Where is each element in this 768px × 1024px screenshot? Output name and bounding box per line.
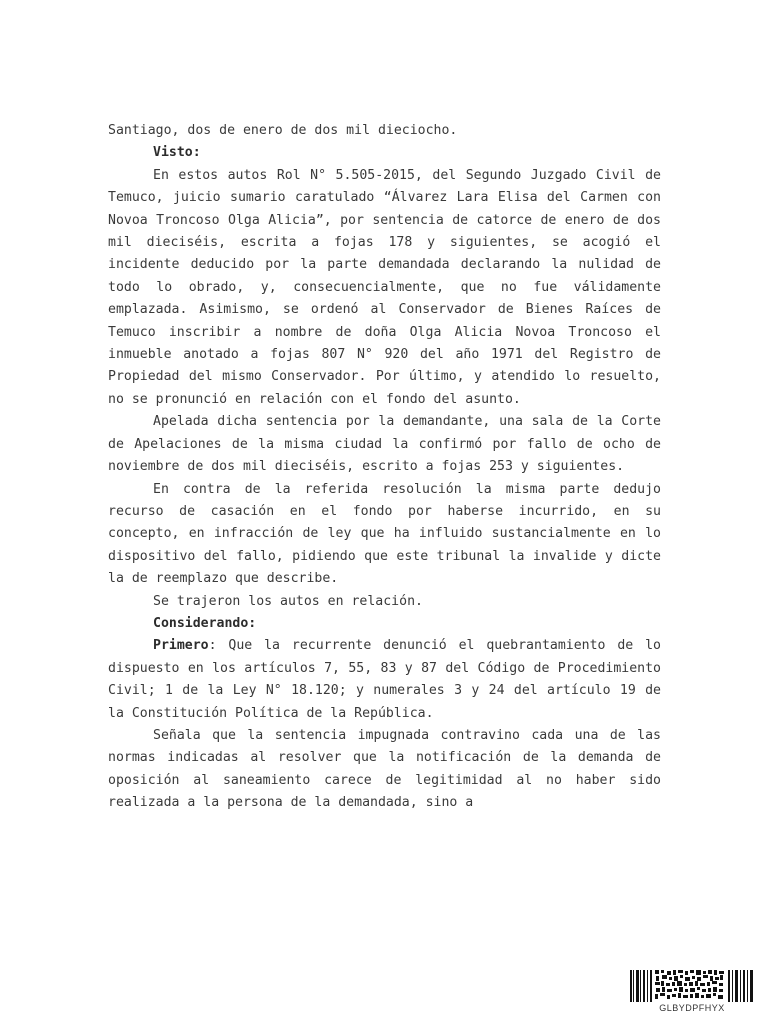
primero-label: Primero: [153, 638, 209, 654]
visto-heading: Visto:: [153, 145, 201, 161]
paragraph-1: En estos autos Rol N° 5.505-2015, del Segundo Juzgado Civil de Temuco, juicio sumario caratulado “Álvarez Lara Elisa del Carmen con Novoa Troncoso Olga Alicia”, por sentencia de catorce de enero de dos mil dieciséis, escrita a fojas 178 y siguientes, se acogió el incidente deducido por la parte demandada declarando la nulidad de todo lo obrado, y, consecuencialmente, que no fue válidamente emplazada. Asimismo, se ordenó al Conservador de Bienes Raíces de Temuco inscribir a nombre de doña Olga Alicia Novoa Troncoso el inmueble anotado a fojas 807 N° 920 del año 1971 del Registro de Propiedad del mismo Conservador. Por último, y atendido lo resuelto, no se pronunció en relación con el fondo del asunto.: [108, 167, 661, 407]
stamp-code: GLBYDPFHYX: [659, 1003, 725, 1013]
considerando-heading: Considerando:: [153, 615, 257, 631]
paragraph-2: Apelada dicha sentencia por la demandante, una sala de la Corte de Apelaciones de la misma ciudad la confirmó por fallo de ocho de noviembre de dos mil dieciséis, escrito a fojas 253 y siguientes.: [108, 414, 661, 475]
paragraph-3: En contra de la referida resolución la misma parte dedujo recurso de casación en el fondo por haberse incurrido, en su concepto, en infracción de ley que ha influido sustancialmente en lo dispositivo del fallo, pidiendo que este tribunal la invalide y dicte la de reemplazo que describe.: [108, 481, 661, 587]
paragraph-primero: [108, 635, 661, 725]
barcode-stamp: [630, 970, 754, 1014]
paragraph-4: Se trajeron los autos en relación.: [153, 593, 423, 609]
barcode-icon: [630, 970, 754, 1002]
paragraph-6: Señala que la sentencia impugnada contravino cada una de las normas indicadas al resolver que la notificación de la demanda de oposición al saneamiento carece de legitimidad al no haber sido realizada a la persona de la demandada, sino a: [108, 727, 661, 811]
opening-line: Santiago, dos de enero de dos mil dieciocho.: [108, 123, 458, 138]
document-body: [108, 120, 661, 815]
primero-text: : Que la recurrente denunció el quebrantamiento de lo dispuesto en los artículos 7, 55, 83 y 87 del Código de Procedimiento Civil; 1 de la Ley N° 18.120; y numerales 3 y 24 del artículo 19 de la Constitución Política de la República.: [108, 638, 661, 721]
